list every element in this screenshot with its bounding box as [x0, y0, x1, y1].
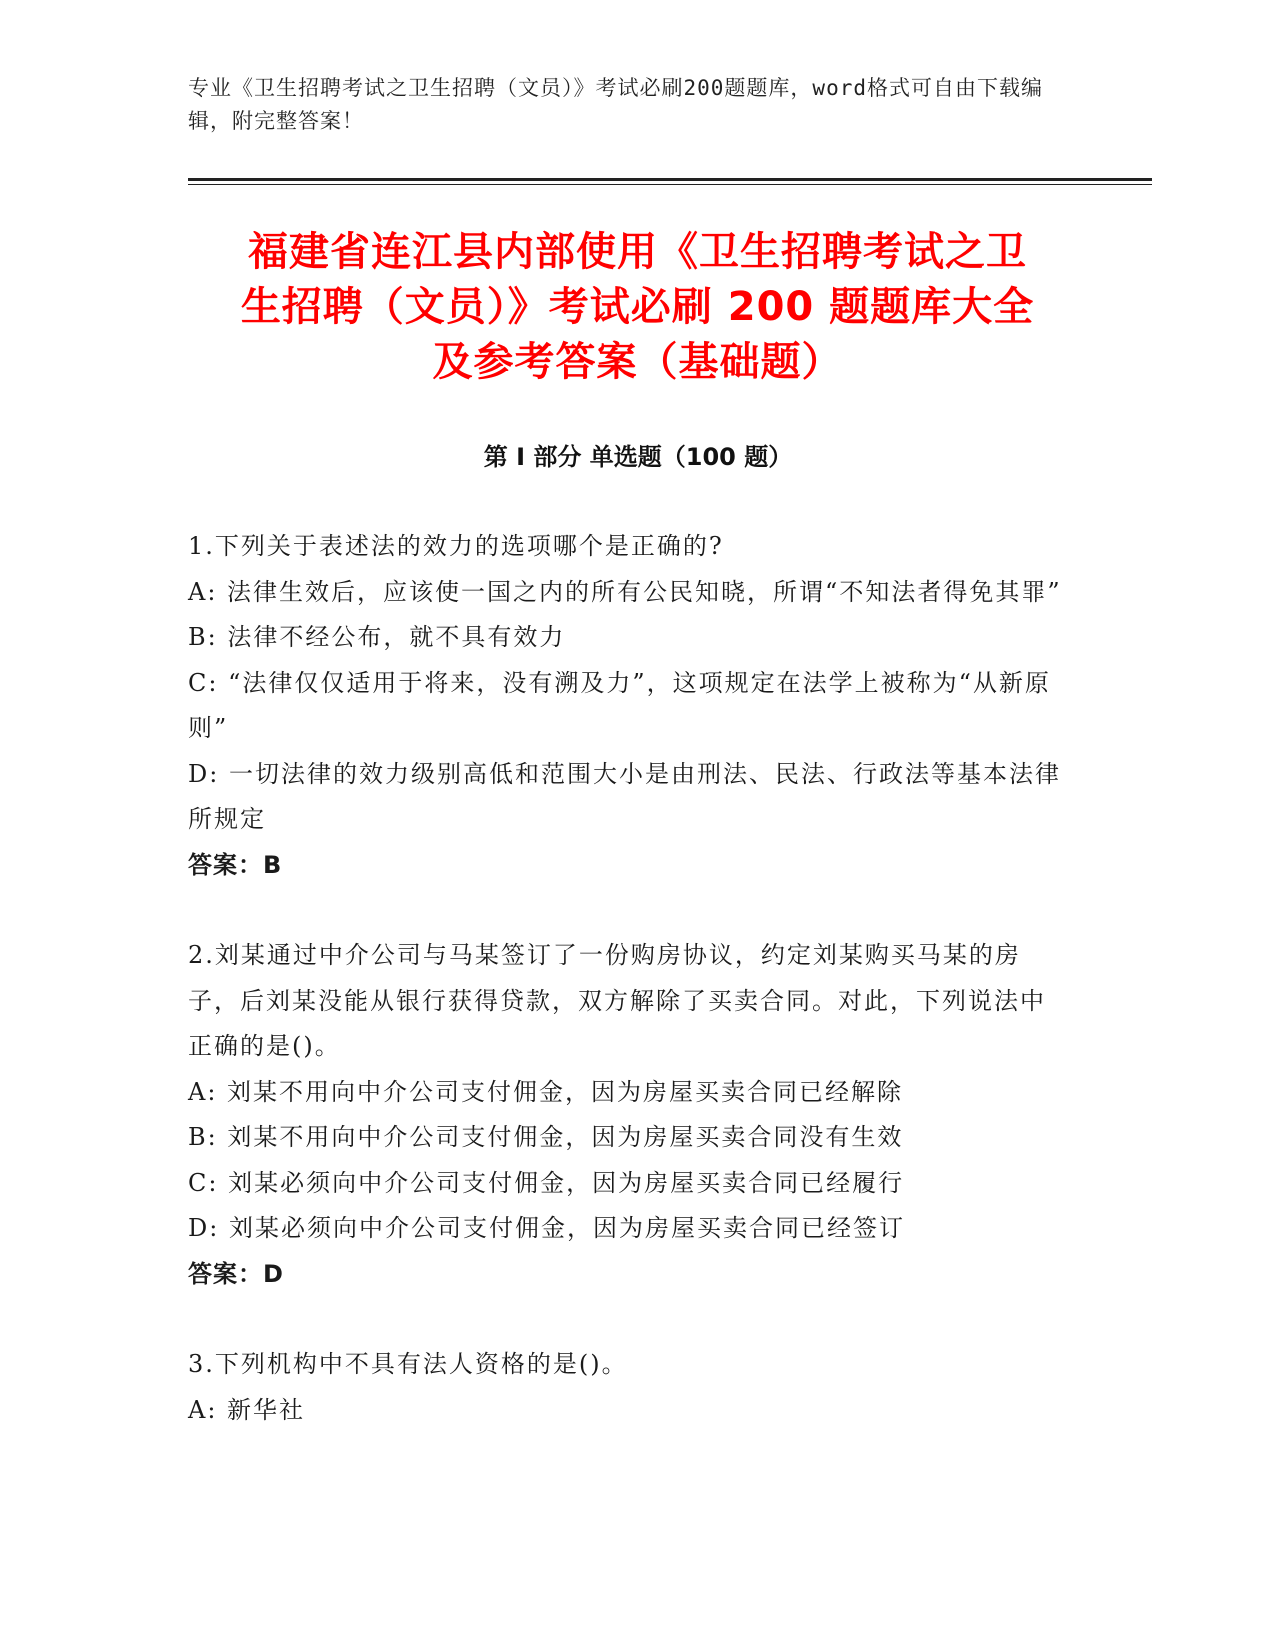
question-stem: 3.下列机构中不具有法人资格的是()。 — [188, 1350, 628, 1378]
option-b: B: 刘某不用向中介公司支付佣金，因为房屋买卖合同没有生效 — [188, 1123, 904, 1151]
header-note: 专业《卫生招聘考试之卫生招聘（文员）》考试必刷200题题库，word格式可自由下载编辑，附完整答案！ — [188, 76, 1043, 133]
option-d: D: 一切法律的效力级别高低和范围大小是由刑法、民法、行政法等基本法律所规定 — [188, 759, 1061, 833]
question-list — [188, 524, 1068, 1433]
question-stem: 1.下列关于表述法的效力的选项哪个是正确的? — [188, 532, 724, 560]
option-a: A: 新华社 — [188, 1395, 306, 1424]
option-d: D: 刘某必须向中介公司支付佣金，因为房屋买卖合同已经签订 — [188, 1214, 905, 1242]
question-1 — [188, 524, 1068, 888]
header-rule-thin — [188, 184, 1152, 185]
answer: 答案：D — [188, 1259, 284, 1288]
header-rule-thick — [188, 178, 1152, 181]
section-title: 第 I 部分 单选题（100 题） — [483, 443, 793, 471]
title-line-2: 生招聘（文员）》考试必刷 200 题题库大全 — [240, 284, 1035, 330]
option-a: A: 法律生效后，应该使一国之内的所有公民知晓，所谓“不知法者得免其罪” — [188, 577, 1062, 606]
answer: 答案：B — [188, 850, 283, 879]
document-title — [150, 225, 1125, 390]
question-3 — [188, 1342, 1068, 1433]
option-a: A: 刘某不用向中介公司支付佣金，因为房屋买卖合同已经解除 — [188, 1077, 904, 1106]
option-b: B: 法律不经公布，就不具有效力 — [188, 623, 566, 651]
question-stem: 2.刘某通过中介公司与马某签订了一份购房协议，约定刘某购买马某的房子，后刘某没能从银行获得贷款，双方解除了买卖合同。对此，下列说法中正确的是()。 — [188, 941, 1046, 1060]
title-line-1: 福建省连江县内部使用《卫生招聘考试之卫 — [248, 229, 1027, 275]
option-c: C: 刘某必须向中介公司支付佣金，因为房屋买卖合同已经履行 — [188, 1168, 905, 1197]
option-c: C: “法律仅仅适用于将来，没有溯及力”，这项规定在法学上被称为“从新原则” — [188, 668, 1051, 742]
title-line-3: 及参考答案（基础题） — [432, 339, 843, 385]
question-2 — [188, 933, 1068, 1297]
